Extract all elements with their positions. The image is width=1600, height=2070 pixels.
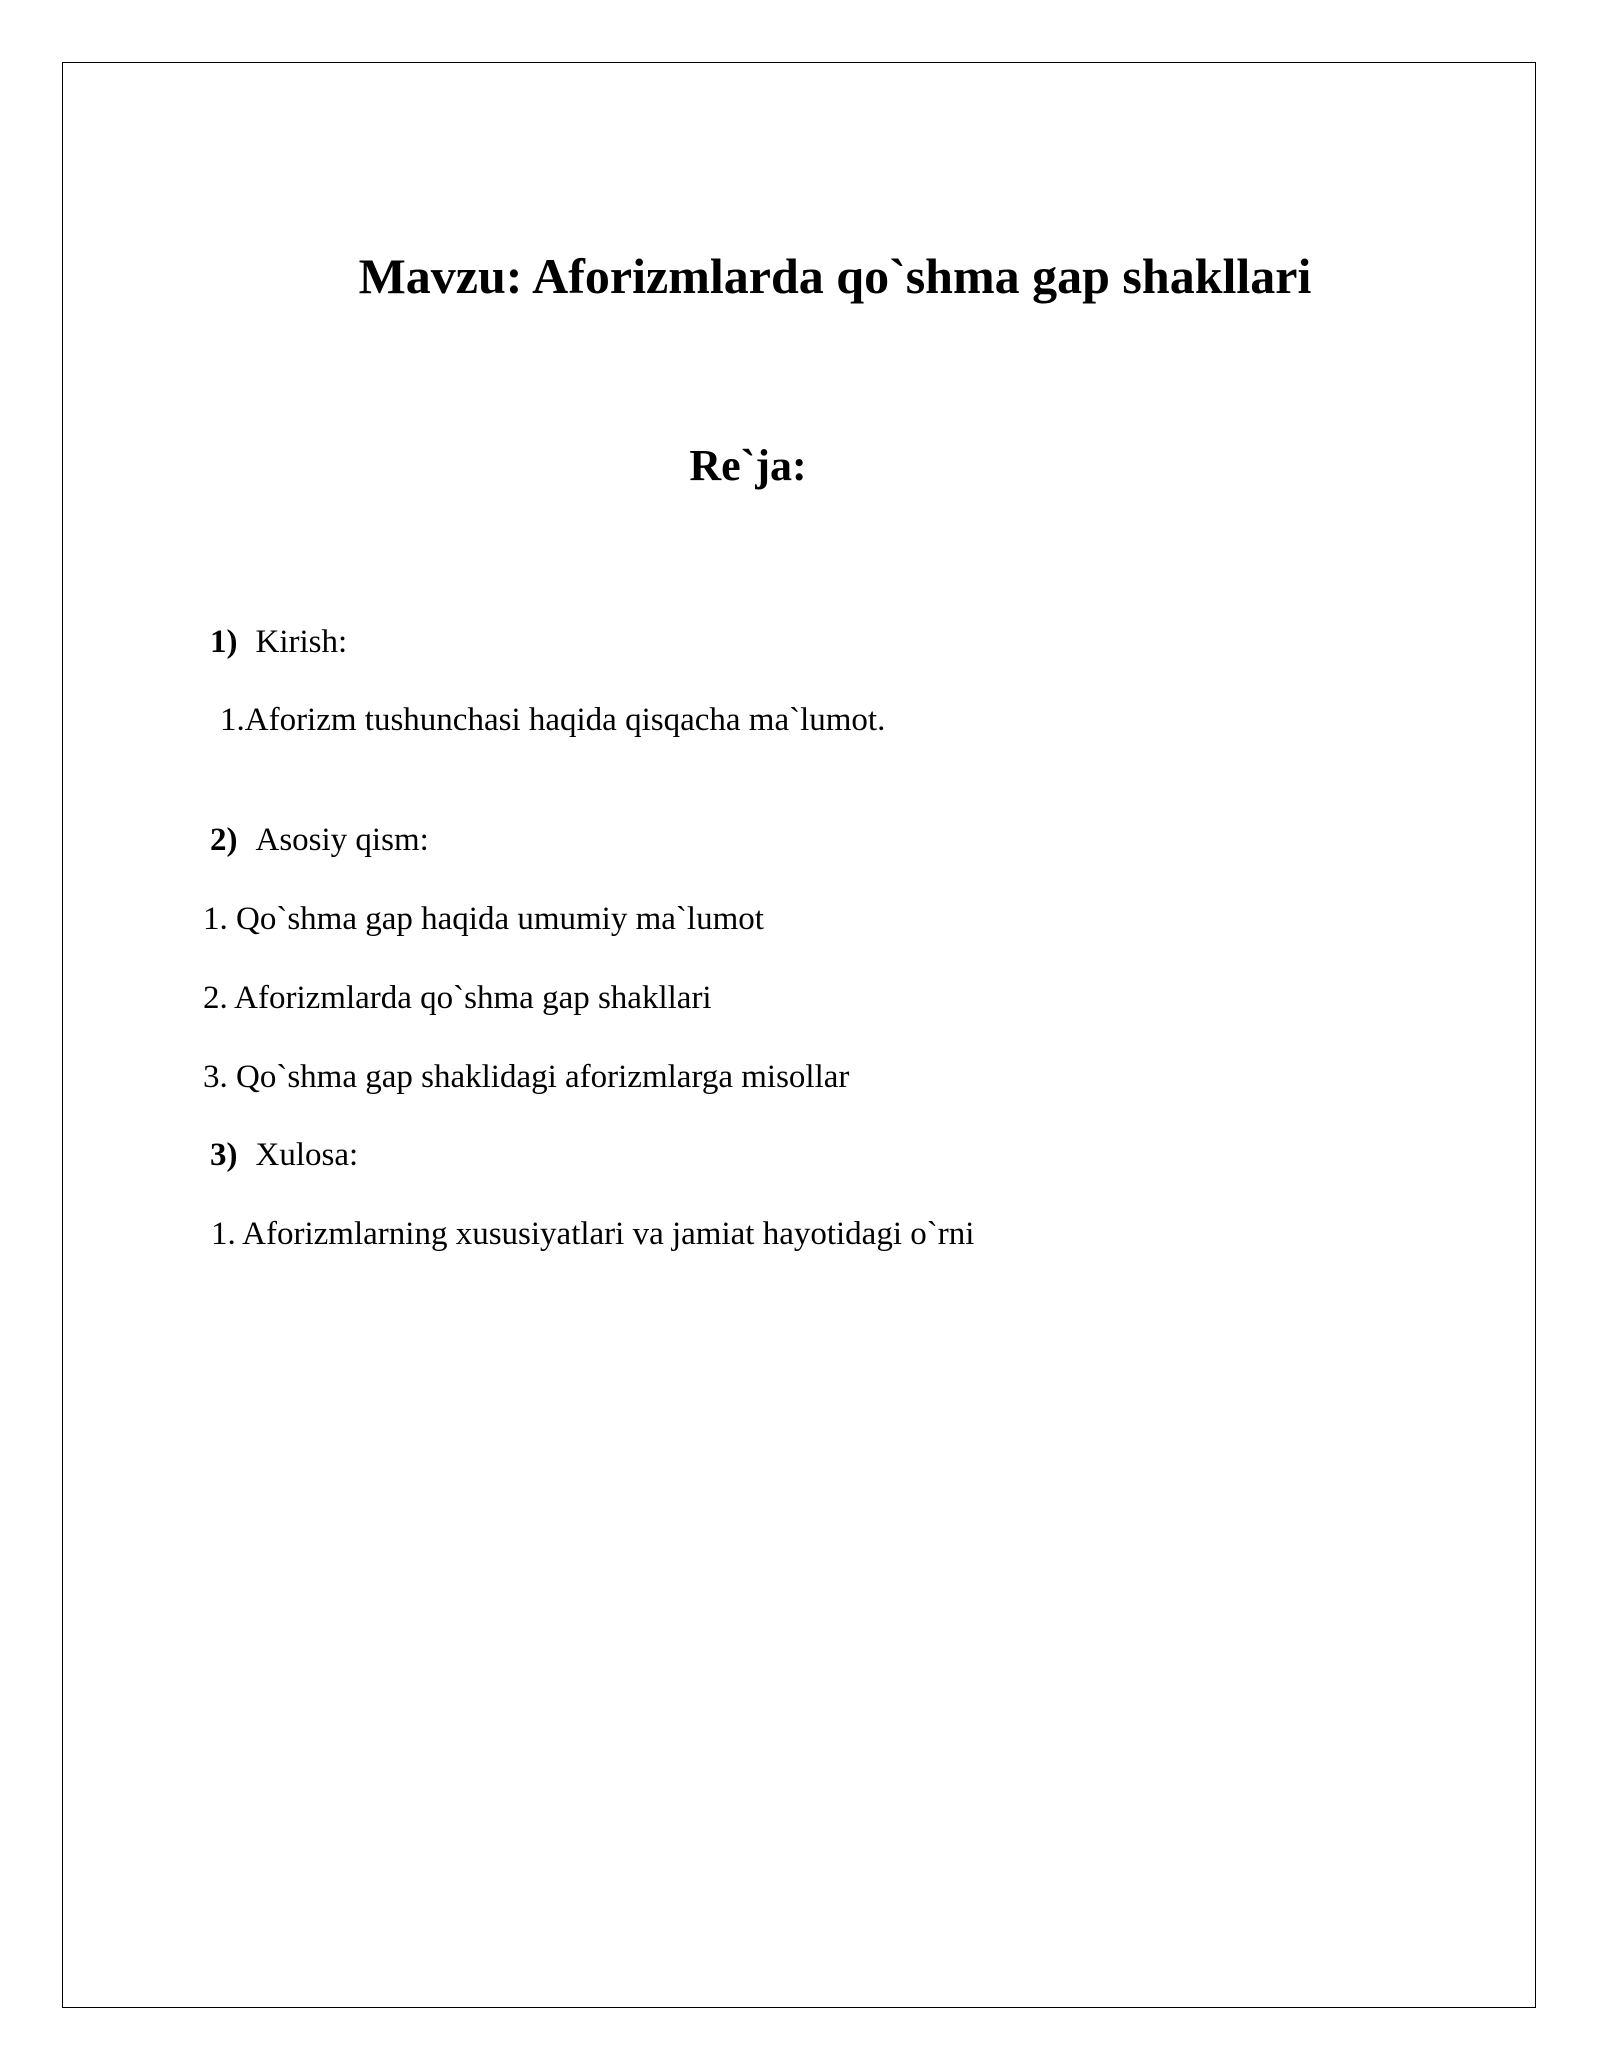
plan-item-main-part-1: 1. Qo`shma gap haqida umumiy ma`lumot: [203, 901, 764, 937]
plan-item-introduction-1: 1.Aforizm tushunchasi haqida qisqacha ma`lumot.: [220, 702, 886, 738]
section-title: Xulosa:: [255, 1137, 359, 1173]
page-border: [62, 62, 1536, 2008]
section-number: 1): [210, 624, 238, 660]
section-title: Asosiy qism:: [255, 822, 429, 858]
section-heading-introduction: [210, 620, 347, 664]
section-heading-conclusion: [210, 1133, 358, 1177]
section-heading-main-part: [210, 818, 429, 862]
document-title: Mavzu: Aforizmlarda qo`shma gap shakllari: [358, 248, 1312, 304]
section-number: 2): [210, 822, 238, 858]
plan-item-main-part-2: 2. Aforizmlarda qo`shma gap shakllari: [203, 980, 712, 1016]
plan-item-conclusion-1: 1. Aforizmlarning xususiyatlari va jamiat hayotidagi o`rni: [211, 1216, 975, 1252]
section-title: Kirish:: [255, 624, 348, 660]
plan-heading: Re`ja:: [689, 441, 807, 490]
plan-item-main-part-3: 3. Qo`shma gap shaklidagi aforizmlarga misollar: [203, 1059, 850, 1095]
section-number: 3): [210, 1137, 238, 1173]
